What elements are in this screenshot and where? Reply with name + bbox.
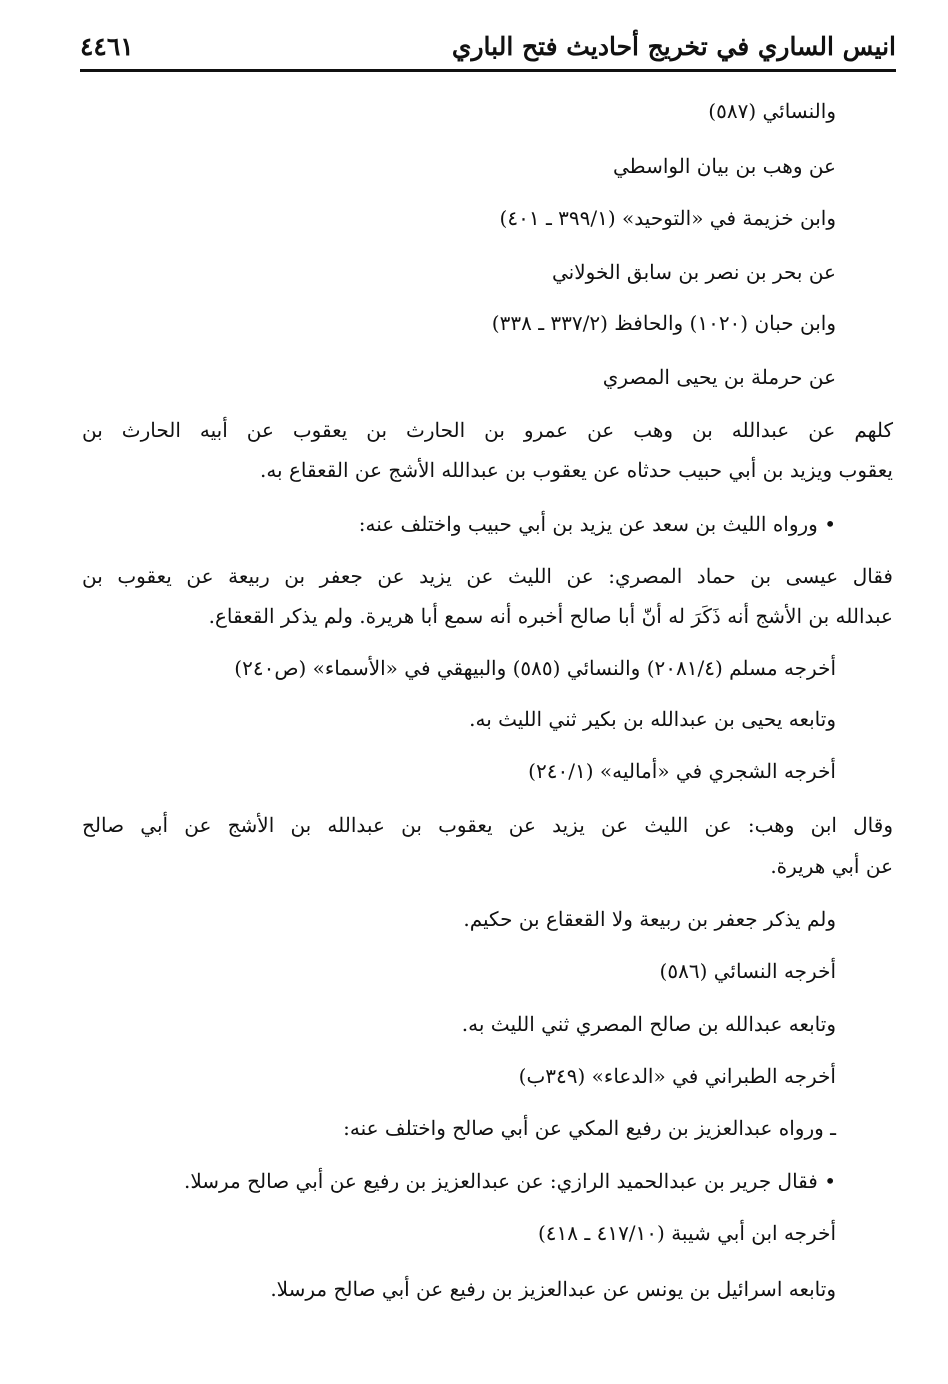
text-line: والنسائي (٥٨٧): [708, 99, 836, 123]
text-line: كلهم عن عبدالله بن وهب عن عمرو بن الحارث بن يعقوب عن أبيه الحارث بن: [82, 418, 893, 442]
text-line: ولم يذكر جعفر بن ربيعة ولا القعقاع بن حكيم.: [463, 907, 836, 931]
text-line: عن حرملة بن يحيى المصري: [602, 365, 836, 389]
text-line: عبدالله بن الأشج أنه ذَكَرَ له أنّ أبا صالح أخبره أنه سمع أبا هريرة. ولم يذكر القعقاع.: [208, 604, 893, 628]
text-line: وابن خزيمة في «التوحيد» (٣٩٩/١ ـ ٤٠١): [499, 206, 836, 230]
text-line: أخرجه ابن أبي شيبة (٤١٧/١٠ ـ ٤١٨): [537, 1221, 836, 1245]
text-line: أخرجه الشجري في «أماليه» (٢٤٠/١): [528, 759, 836, 783]
text-line: وتابعه عبدالله بن صالح المصري ثني الليث به.: [461, 1012, 836, 1036]
text-line: أخرجه الطبراني في «الدعاء» (٣٤٩ب): [518, 1064, 836, 1088]
header-rule: [80, 69, 896, 72]
text-line: عن أبي هريرة.: [770, 854, 893, 878]
text-line: أخرجه النسائي (٥٨٦): [659, 959, 836, 983]
text-line: • فقال جرير بن عبدالحميد الرازي: عن عبدالعزيز بن رفيع عن أبي صالح مرسلا.: [183, 1169, 836, 1193]
text-line: وتابعه اسرائيل بن يونس عن عبدالعزيز بن رفيع عن أبي صالح مرسلا.: [270, 1277, 836, 1301]
text-line: يعقوب ويزيد بن أبي حبيب حدثاه عن يعقوب بن عبدالله الأشج عن القعقاع به.: [259, 458, 893, 482]
page-number: ٤٤٦١: [80, 32, 134, 61]
book-title: انيس الساري في تخريج أحاديث فتح الباري: [451, 32, 896, 61]
text-line: ـ ورواه عبدالعزيز بن رفيع المكي عن أبي صالح واختلف عنه:: [343, 1116, 836, 1140]
text-line: أخرجه مسلم (٢٠٨١/٤) والنسائي (٥٨٥) والبيهقي في «الأسماء» (ص٢٤٠): [234, 656, 836, 680]
text-line: فقال عيسى بن حماد المصري: عن الليث عن يزيد عن جعفر بن ربيعة عن يعقوب بن: [82, 564, 893, 588]
text-line: وابن حبان (١٠٢٠) والحافظ (٣٣٧/٢ ـ ٣٣٨): [491, 311, 836, 335]
text-line: وتابعه يحيى بن عبدالله بن بكير ثني الليث به.: [469, 707, 836, 731]
text-line: عن وهب بن بيان الواسطي: [613, 154, 836, 178]
text-line: عن بحر بن نصر بن سابق الخولاني: [552, 260, 836, 284]
text-line: وقال ابن وهب: عن الليث عن يزيد عن يعقوب بن عبدالله بن الأشج عن أبي صالح: [82, 813, 893, 837]
page-header: [80, 28, 896, 68]
text-line: • ورواه الليث بن سعد عن يزيد بن أبي حبيب واختلف عنه:: [358, 512, 836, 536]
